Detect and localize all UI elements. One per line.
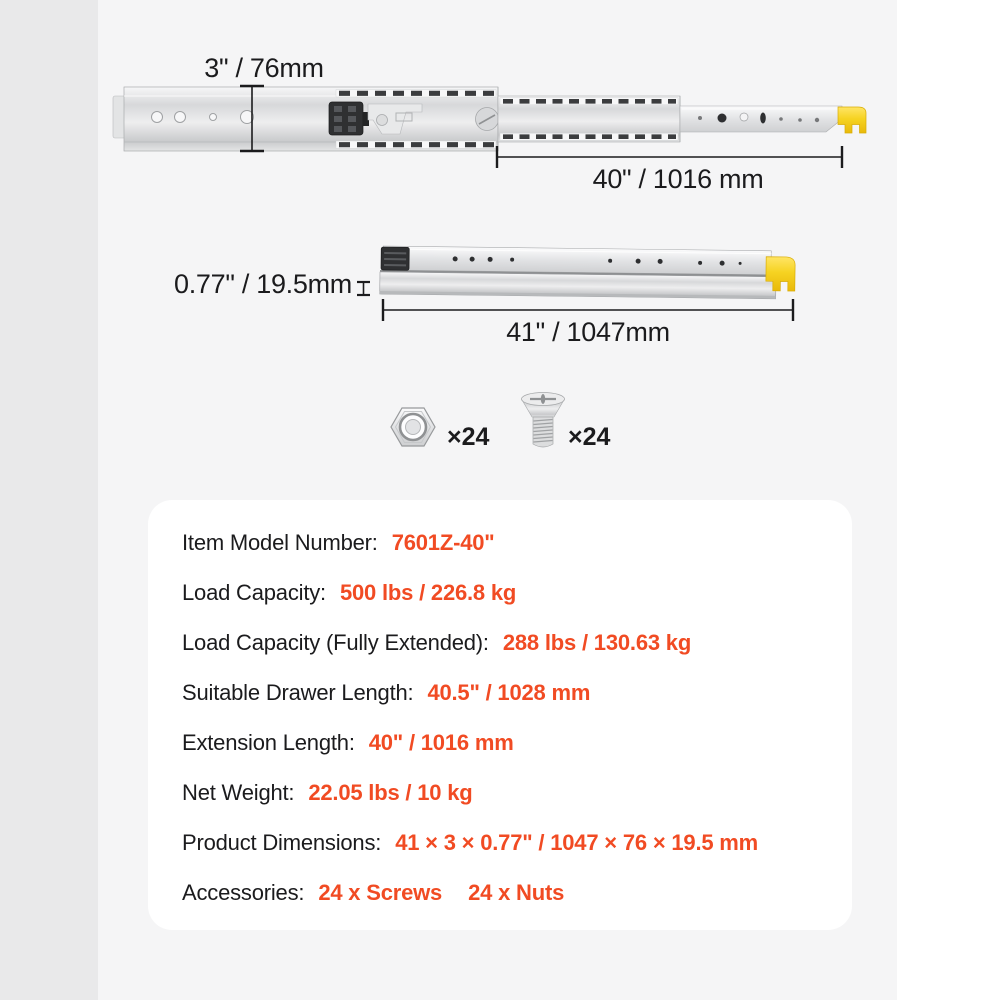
spec-label: Net Weight: bbox=[182, 780, 295, 805]
extension-length-label: 40" / 1016 mm bbox=[592, 164, 764, 194]
screw-count-label: ×24 bbox=[568, 423, 611, 451]
spec-label: Suitable Drawer Length: bbox=[182, 680, 414, 705]
spec-value: 22.05 lbs / 10 kg bbox=[308, 780, 473, 805]
lock-latch bbox=[329, 102, 369, 135]
spec-value: 24 x Screws bbox=[318, 880, 443, 905]
spec-value: 41 × 3 × 0.77" / 1047 × 76 × 19.5 mm bbox=[395, 830, 759, 855]
spec-label: Extension Length: bbox=[182, 730, 355, 755]
spec-label: Accessories: bbox=[182, 880, 305, 905]
extended-slide-illustration bbox=[113, 53, 866, 194]
spec-label: Load Capacity (Fully Extended): bbox=[182, 630, 489, 655]
spec-value: 7601Z-40" bbox=[391, 530, 495, 555]
height-dimension-label: 3" / 76mm bbox=[204, 53, 324, 83]
nut-count-label: ×24 bbox=[447, 423, 490, 451]
spec-value: 40.5" / 1028 mm bbox=[427, 680, 591, 705]
extension-length-dimension bbox=[497, 146, 842, 194]
spec-value: 500 lbs / 226.8 kg bbox=[339, 580, 517, 605]
spec-row-model bbox=[182, 518, 822, 568]
spec-row-load-capacity-extended bbox=[182, 618, 822, 668]
closed-slide-illustration bbox=[380, 246, 796, 299]
yellow-end-cap bbox=[838, 107, 866, 133]
thickness-dimension-label: 0.77" / 19.5mm bbox=[174, 269, 352, 299]
spec-value: 288 lbs / 130.63 kg bbox=[502, 630, 692, 655]
spec-card bbox=[148, 500, 852, 930]
spec-label: Item Model Number: bbox=[182, 530, 378, 555]
cam-disc bbox=[476, 108, 499, 131]
nut-icon bbox=[391, 408, 435, 446]
spec-value: 24 x Nuts bbox=[468, 880, 565, 905]
spec-row-extension-length bbox=[182, 718, 822, 768]
closed-latch-grille bbox=[381, 247, 409, 270]
spec-label: Load Capacity: bbox=[182, 580, 326, 605]
thickness-dimension bbox=[174, 269, 370, 299]
spec-row-net-weight bbox=[182, 768, 822, 818]
spec-row-product-dimensions bbox=[182, 818, 822, 868]
closed-length-label: 41" / 1047mm bbox=[506, 317, 670, 347]
spec-row-drawer-length bbox=[182, 668, 822, 718]
inner-rail bbox=[680, 106, 842, 132]
spec-row-accessories bbox=[182, 868, 822, 918]
spec-value: 40" / 1016 mm bbox=[368, 730, 514, 755]
hardware-row bbox=[391, 393, 611, 452]
spec-label: Product Dimensions: bbox=[182, 830, 382, 855]
closed-top-rail bbox=[383, 246, 771, 275]
closed-length-dimension bbox=[383, 299, 793, 347]
spec-row-load-capacity bbox=[182, 568, 822, 618]
screw-icon bbox=[522, 393, 565, 448]
